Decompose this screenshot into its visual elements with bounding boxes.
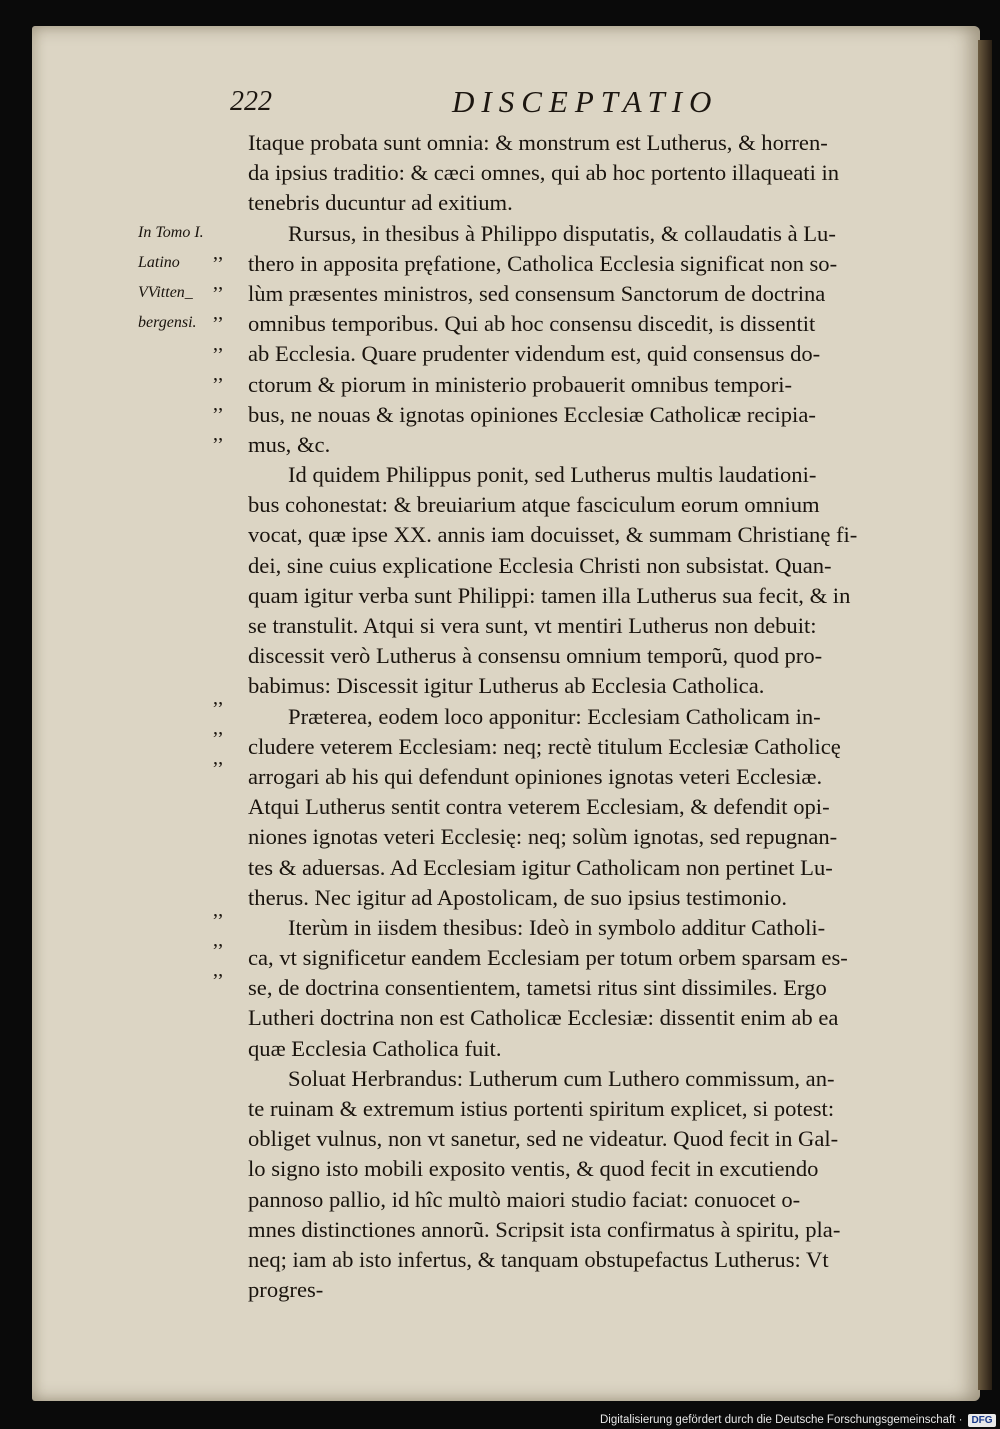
text-line: ab Ecclesia. Quare prudenter videndum est, quid consensus do- bbox=[248, 341, 821, 367]
text-line: lo signo isto mobili exposito ventis, & quod fecit in excutiendo bbox=[248, 1156, 819, 1182]
quote-marks-group-1 bbox=[212, 249, 244, 460]
text-line: ctorum & piorum in ministerio probauerit omnibus tempori- bbox=[248, 371, 793, 397]
quote-mark: ’’ bbox=[212, 910, 224, 932]
text-line: neq; iam ab isto infertus, & tanquam obstupefactus Lutherus: Vt bbox=[248, 1246, 829, 1272]
quote-mark: ’’ bbox=[212, 403, 224, 426]
text-line: omnibus temporibus. Qui ab hoc consensu discedit, is dissentit bbox=[248, 311, 816, 337]
quote-mark: ’’ bbox=[212, 283, 224, 306]
text-line: Itaque probata sunt omnia: & monstrum est Lutherus, & horren- bbox=[248, 130, 828, 155]
text-line: bus cohonestat: & breuiarium atque fasciculum eorum omnium bbox=[248, 492, 820, 518]
text-line: obliget vulnus, non vt sanetur, sed ne videatur. Quod fecit in Gal- bbox=[248, 1126, 839, 1152]
text-line: bus, ne nouas & ignotas opiniones Ecclesiæ Catholicæ recipia- bbox=[248, 401, 816, 427]
margin-note-line: VVitten_ bbox=[138, 284, 193, 301]
text-line: da ipsius traditio: & cæci omnes, qui ab hoc portento illaqueati in bbox=[248, 160, 840, 186]
dfg-logo-icon: DFG bbox=[968, 1414, 995, 1427]
running-title: DISCEPTATIO bbox=[452, 84, 719, 119]
text-line: vocat, quæ ipse XX. annis iam docuisset, & summam Christianę fi- bbox=[248, 522, 858, 548]
text-line: quæ Ecclesia Catholica fuit. bbox=[248, 1035, 502, 1061]
text-line: Lutheri doctrina non est Catholicæ Ecclesiæ: dissentit enim ab ea bbox=[248, 1005, 839, 1031]
text-line: tes & aduersas. Ad Ecclesiam igitur Catholicam non pertinet Lu- bbox=[248, 854, 833, 880]
quote-mark: ’’ bbox=[212, 373, 224, 396]
text-line: Atqui Lutherus sentit contra veterem Ecclesiam, & defendit opi- bbox=[248, 794, 830, 820]
quote-mark: ’’ bbox=[212, 758, 224, 781]
text-line: te ruinam & extremum istius portenti spiritum explicet, si potest: bbox=[248, 1096, 835, 1121]
text-line: pannoso pallio, id hîc multò maiori studio faciat: conuocet o- bbox=[248, 1186, 801, 1212]
quote-mark: ’’ bbox=[212, 728, 224, 751]
text-line: quam igitur verba sunt Philippi: tamen illa Lutherus sua fecit, & in bbox=[248, 582, 851, 608]
quote-mark: ’’ bbox=[212, 253, 224, 275]
quote-mark: ’’ bbox=[212, 434, 224, 457]
quote-mark: ’’ bbox=[212, 343, 224, 366]
text-line: Rursus, in thesibus à Philippo disputatis, & collaudatis à Lu- bbox=[288, 220, 836, 246]
body-text bbox=[248, 128, 948, 1336]
quote-mark: ’’ bbox=[212, 698, 224, 720]
text-line: Soluat Herbrandus: Lutherum cum Luthero commissum, an- bbox=[288, 1065, 835, 1091]
quote-marks-group-2 bbox=[212, 694, 244, 785]
margin-note-line: bergensi. bbox=[138, 314, 197, 331]
text-line: Id quidem Philippus ponit, sed Lutherus multis laudationi- bbox=[288, 462, 817, 488]
text-line: arrogari ab his qui defendunt opiniones ignotas veteri Ecclesiæ. bbox=[248, 763, 823, 789]
margin-note-line: Latino bbox=[138, 254, 180, 271]
text-line: mus, &c. bbox=[248, 431, 331, 457]
credit-text: Digitalisierung gefördert durch die Deutsche Forschungsgemeinschaft · bbox=[600, 1414, 963, 1426]
quote-mark: ’’ bbox=[212, 970, 224, 993]
text-line: cludere veterem Ecclesiam: neq; rectè titulum Ecclesiæ Catholicę bbox=[248, 733, 841, 759]
text-line: therus. Nec igitur ad Apostolicam, de suo ipsius testimonio. bbox=[248, 884, 788, 910]
digitization-credit bbox=[600, 1411, 996, 1429]
text-line: Præterea, eodem loco apponitur: Ecclesiam Catholicam in- bbox=[288, 703, 821, 729]
text-line: dei, sine cuius explicatione Ecclesia Christi non subsistat. Quan- bbox=[248, 552, 832, 578]
text-line: progres- bbox=[248, 1277, 324, 1303]
page-number: 222 bbox=[230, 86, 272, 117]
page-edge bbox=[978, 40, 992, 1390]
text-line: ca, vt significetur eandem Ecclesiam per totum orbem sparsam es- bbox=[248, 945, 848, 971]
quote-mark: ’’ bbox=[212, 940, 224, 963]
text-line: babimus: Discessit igitur Lutherus ab Ecclesia Catholica. bbox=[248, 673, 765, 699]
quote-mark: ’’ bbox=[212, 313, 224, 336]
text-line: tenebris ducuntur ad exitium. bbox=[248, 190, 513, 216]
margin-note-line: In Tomo I. bbox=[138, 224, 204, 241]
text-line: discessit verò Lutherus à consensu omnium temporũ, quod pro- bbox=[248, 643, 823, 669]
text-line: lùm præsentes ministros, sed consensum Sanctorum de doctrina bbox=[248, 280, 826, 306]
text-line: niones ignotas veteri Ecclesię: neq; solùm ignotas, sed repugnan- bbox=[248, 824, 838, 850]
catchword bbox=[248, 1305, 948, 1335]
text-line: thero in apposita pręfatione, Catholica Ecclesia significat non so- bbox=[248, 250, 838, 276]
text-line: se, de doctrina consentientem, tametsi ritus sint dissimiles. Ergo bbox=[248, 975, 827, 1001]
text-line: Iterùm in iisdem thesibus: Ideò in symbolo additur Catholi- bbox=[288, 914, 826, 940]
quote-marks-group-3 bbox=[212, 906, 244, 997]
text-line: mnes distinctiones annorũ. Scripsit ista confirmatus à spiritu, pla- bbox=[248, 1216, 841, 1242]
running-head bbox=[0, 86, 1000, 122]
text-line: se transtulit. Atqui si vera sunt, vt mentiri Lutherus non debuit: bbox=[248, 613, 817, 638]
